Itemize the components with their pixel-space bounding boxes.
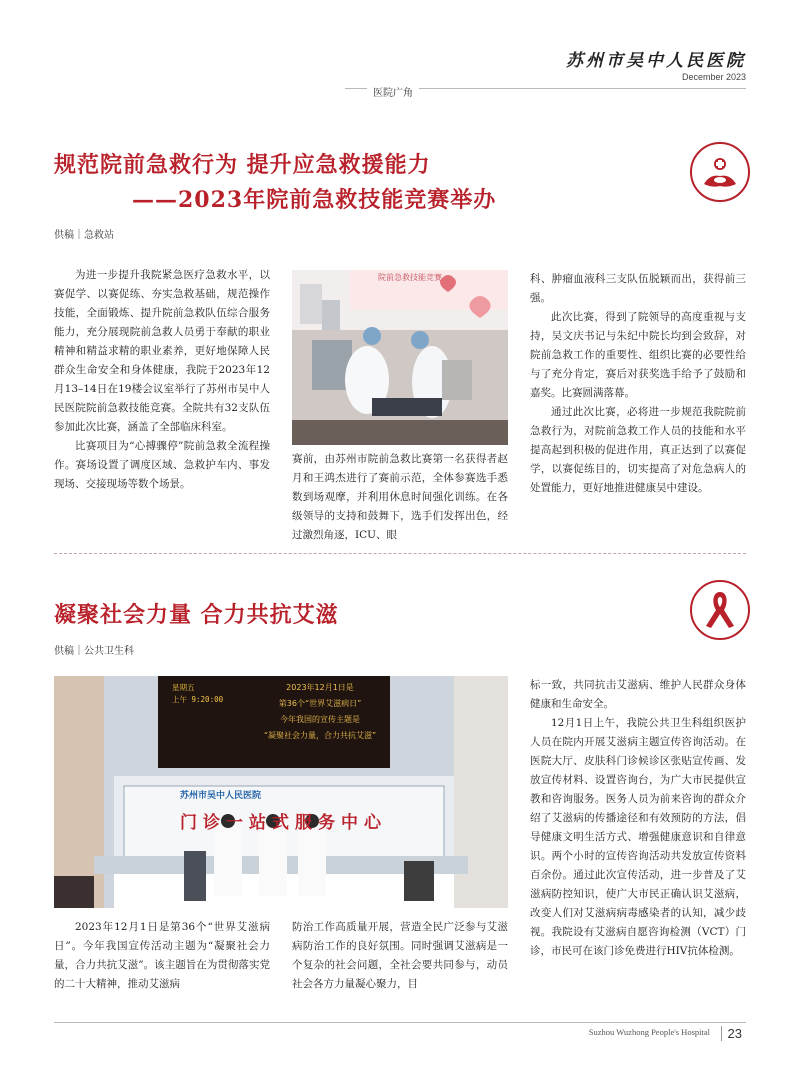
article1-subtitle: ——2023年院前急救技能竞赛举办 — [132, 187, 497, 213]
article2-title: 凝聚社会力量 合力共抗艾滋 — [54, 602, 339, 628]
article2-paragraph: 标一致，共同抗击艾滋病、维护人民群众身体健康和生命安全。 — [530, 679, 746, 710]
section-label: 医院广角 — [367, 84, 419, 99]
cpr-competition-photo — [292, 270, 508, 445]
article2-column-1 — [54, 918, 270, 994]
led-line: 今年我国的宣传主题是 — [280, 715, 360, 724]
article2-paragraph: 2023年12月1日是第36个“世界艾滋病日”。今年我国宣传活动主题为“凝聚社会力量，合力共抗艾滋”。该主题旨在为贯彻落实党的二十大精神，推动艾滋病 — [54, 921, 270, 990]
led-screen — [250, 680, 390, 744]
led-line: 2023年12月1日是 — [286, 683, 354, 692]
article2-column-3 — [530, 676, 746, 961]
led-line: “凝聚社会力量，合力共抗艾滋” — [263, 731, 377, 740]
photo-banner-text: 院前急救技能竞赛 — [378, 273, 442, 282]
red-ribbon-icon — [690, 580, 750, 640]
page-number: 23 — [721, 1026, 742, 1041]
article1-paragraph: 赛前，由苏州市院前急救比赛第一名获得者赵月和王鸿杰进行了赛前示范，全体参赛选手悉数到场观摩，并利用休息时间强化训练。在各级领导的支持和鼓舞下，选手们发挥出色，经过激烈角逐，ICU、眼 — [292, 453, 508, 541]
article2-byline: 供稿｜公共卫生科 — [54, 646, 134, 657]
footer-rule — [54, 1022, 746, 1023]
article1-paragraph: 通过此次比赛，必将进一步规范我院院前急救行为，对院前急救工作人员的技能和水平提高起到积极的促进作用，真正达到了以赛促学，以赛促练目的，切实提高了对危急病人的处置能力，更好地推进健康吴中建设。 — [530, 406, 746, 494]
issue-date: December 2023 — [681, 72, 746, 82]
article2-paragraph: 防治工作高质量开展，营造全民广泛参与艾滋病防治工作的良好氛围。同时强调艾滋病是一个复杂的社会问题，全社会要共同参与，动员社会各方力量凝心聚力，目 — [292, 921, 508, 990]
article1-column-1 — [54, 266, 270, 494]
article1-title: 规范院前急救行为 提升应急救援能力 — [54, 152, 431, 178]
aids-day-lobby-photo — [54, 676, 508, 908]
article1-column-2 — [292, 450, 508, 545]
article1-byline: 供稿｜急救站 — [54, 230, 114, 241]
led-weekday: 星期五 — [172, 683, 195, 692]
led-line: 第36个“世界艾滋病日” — [278, 699, 362, 708]
article1-paragraph: 为进一步提升我院紧急医疗急救水平，以赛促学、以赛促练、夯实急救基础，规范操作技能，全面锻炼、提升院前急救队伍综合服务能力，充分展现院前急救人员勇于奉献的职业精神和精益求精的职业素养，更好地保障人民群众生命安全和身体健康，我院于2023年12月13–14日在19楼会议室举行了苏州市吴中人民医院院前急救技能竞赛。全院共有32支队伍参加此次比赛，涵盖了全部临床科室。 — [54, 269, 270, 433]
hospital-sign: 苏州市吴中人民医院 — [180, 791, 262, 801]
footer-publication: Suzhou Wuzhong People's Hospital — [588, 1027, 710, 1037]
article2-column-2 — [292, 918, 508, 994]
article1-paragraph: 此次比赛，得到了院领导的高度重视与支持，吴文庆书记与朱纪中院长均到会致辞，对院前急救工作的重要性、组织比赛的必要性给与了充分肯定，赛后对获奖选手给予了鼓励和嘉奖。比赛圆满落幕。 — [530, 311, 746, 399]
article1-column-3 — [530, 270, 746, 498]
publication-title: 苏州市吴中人民医院 — [566, 51, 746, 71]
service-center-sign: 门诊一站式服务中心 — [180, 813, 387, 833]
article-divider — [54, 553, 746, 554]
article2-paragraph: 12月1日上午，我院公共卫生科组织医护人员在院内开展艾滋病主题宣传咨询活动。在医院大厅、皮肤科门诊候诊区张贴宣传画、发放宣传材料、设置咨询台，为广大市民提供宣教和咨询服务。医务人员为前来咨询的群众介绍了艾滋病的传播途径和有效预防的方法，倡导健康文明生活方式、增强健康意识和自律意识。两个小时的宣传咨询活动共发放宣传资料百余份。通过此次宣传活动，进一步普及了艾滋病防控知识，使广大市民正确认识艾滋病，改变人们对艾滋病病毒感染者的认知，减少歧视。我院设有艾滋病自愿咨询检测（VCT）门诊，市民可在该门诊免费进行HIV抗体检测。 — [530, 717, 746, 957]
article1-paragraph: 科、肿瘤血液科三支队伍脱颖而出，获得前三强。 — [530, 273, 746, 304]
led-time: 上午 9:20:00 — [172, 695, 224, 704]
article1-paragraph: 比赛项目为“心搏骤停”院前急救全流程操作。赛场设置了调度区域、急救护车内、事发现场、交接现场等数个场景。 — [54, 440, 270, 490]
first-aid-hands-icon — [690, 142, 750, 202]
